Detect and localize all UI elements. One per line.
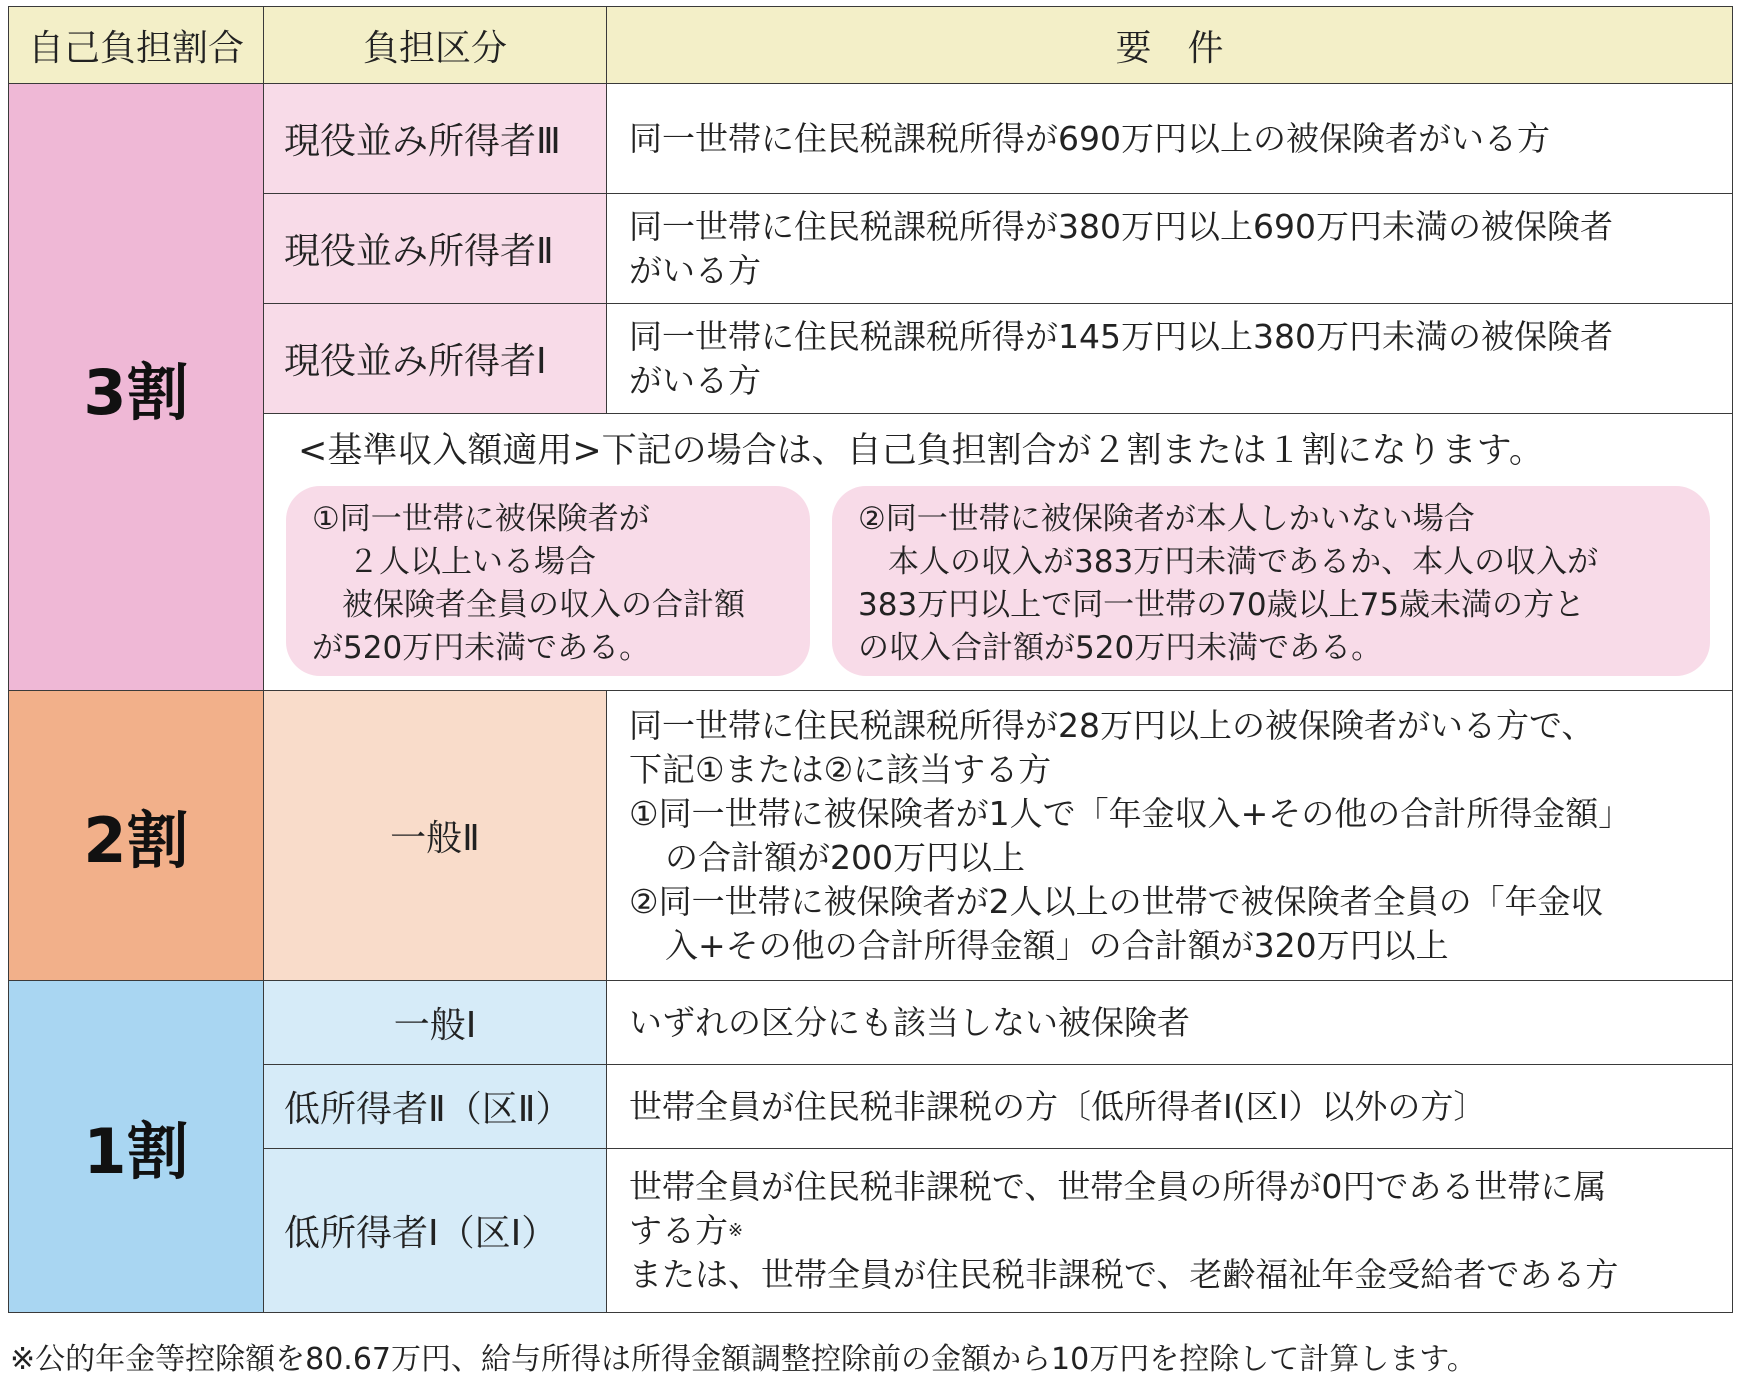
footnote: ※公的年金等控除額を80.67万円、給与所得は所得金額調整控除前の金額から10万円を控除して計算します。 [10, 1342, 1477, 1377]
category-cell: 一般Ⅱ [264, 691, 607, 981]
requirement-line: または、世帯全員が住民税非課税で、老齢福祉年金受給者である方 [629, 1254, 1619, 1294]
table-row [9, 981, 1733, 1065]
requirement-line: 同一世帯に住民税課税所得が145万円以上380万円未満の被保険者 [629, 316, 1613, 356]
table-row [9, 304, 1733, 414]
income-criteria-cell [264, 414, 1733, 691]
requirement-line: ①同一世帯に被保険者が1人で「年金収入+その他の合計所得金額」 [629, 793, 1632, 833]
table-row [9, 1065, 1733, 1149]
footnote-mark: ※ [728, 1219, 744, 1241]
category-cell: 現役並み所得者Ⅰ [264, 304, 607, 414]
requirement-cell [607, 1149, 1733, 1313]
burden-table-wrapper [8, 6, 1732, 1313]
requirement-text: する方 [629, 1210, 728, 1250]
box-line: 被保険者全員の収入の合計額 [342, 587, 745, 623]
category-cell: 現役並み所得者Ⅱ [264, 194, 607, 304]
requirement-line: 入+その他の合計所得金額」の合計額が320万円以上 [665, 925, 1449, 965]
criteria-box-single [832, 486, 1710, 676]
category-cell: 現役並み所得者Ⅲ [264, 84, 607, 194]
box-line: 383万円以上で同一世帯の70歳以上75歳未満の方と [858, 587, 1586, 623]
requirement-line: がいる方 [629, 360, 761, 400]
rate-2-cell: 2割 [9, 691, 264, 981]
category-cell: 一般Ⅰ [264, 981, 607, 1065]
requirement-line: 下記①または②に該当する方 [629, 749, 1052, 789]
requirement-cell [607, 304, 1733, 414]
income-criteria-heading: <基準収入額適用>下記の場合は、自己負担割合が２割または１割になります。 [298, 431, 1544, 471]
requirement-line: の合計額が200万円以上 [665, 837, 1025, 877]
requirement-line: いずれの区分にも該当しない被保険者 [629, 1002, 1190, 1042]
box-line: ②同一世帯に被保険者が本人しかいない場合 [858, 501, 1475, 537]
box-line: が520万円未満である。 [312, 630, 651, 666]
requirement-cell [607, 981, 1733, 1065]
box-line: ①同一世帯に被保険者が [312, 501, 650, 537]
income-criteria-boxes [286, 486, 1710, 676]
requirement-line: 同一世帯に住民税課税所得が380万円以上690万円未満の被保険者 [629, 206, 1613, 246]
table-row [9, 691, 1733, 981]
requirement-line: がいる方 [629, 250, 761, 290]
requirement-cell [607, 1065, 1733, 1149]
header-category: 負担区分 [264, 7, 607, 84]
header-requirement: 要 件 [607, 7, 1733, 84]
requirement-line: ②同一世帯に被保険者が2人以上の世帯で被保険者全員の「年金収 [629, 881, 1604, 921]
rate-3-cell: 3割 [9, 84, 264, 691]
box-line: 本人の収入が383万円未満であるか、本人の収入が [888, 544, 1599, 580]
table-row [9, 84, 1733, 194]
requirement-cell [607, 691, 1733, 981]
special-row [9, 414, 1733, 691]
box-line: ２人以上いる場合 [348, 544, 596, 580]
category-cell: 低所得者Ⅱ（区Ⅱ） [264, 1065, 607, 1149]
requirement-line [629, 1209, 1714, 1253]
header-rate: 自己負担割合 [9, 7, 264, 84]
table-row [9, 1149, 1733, 1313]
box-line: の収入合計額が520万円未満である。 [858, 630, 1383, 666]
header-row [9, 7, 1733, 84]
requirement-cell [607, 194, 1733, 304]
requirement-line: 同一世帯に住民税課税所得が28万円以上の被保険者がいる方で、 [629, 705, 1595, 745]
rate-1-cell: 1割 [9, 981, 264, 1313]
burden-ratio-table [8, 6, 1733, 1313]
requirement-line: 世帯全員が住民税非課税で、世帯全員の所得が0円である世帯に属 [629, 1166, 1607, 1206]
table-row [9, 194, 1733, 304]
requirement-line: 世帯全員が住民税非課税の方〔低所得者Ⅰ(区Ⅰ）以外の方〕 [629, 1086, 1487, 1126]
requirement-line: 同一世帯に住民税課税所得が690万円以上の被保険者がいる方 [629, 118, 1550, 158]
criteria-box-multiple [286, 486, 810, 676]
requirement-cell [607, 84, 1733, 194]
category-cell: 低所得者Ⅰ（区Ⅰ） [264, 1149, 607, 1313]
